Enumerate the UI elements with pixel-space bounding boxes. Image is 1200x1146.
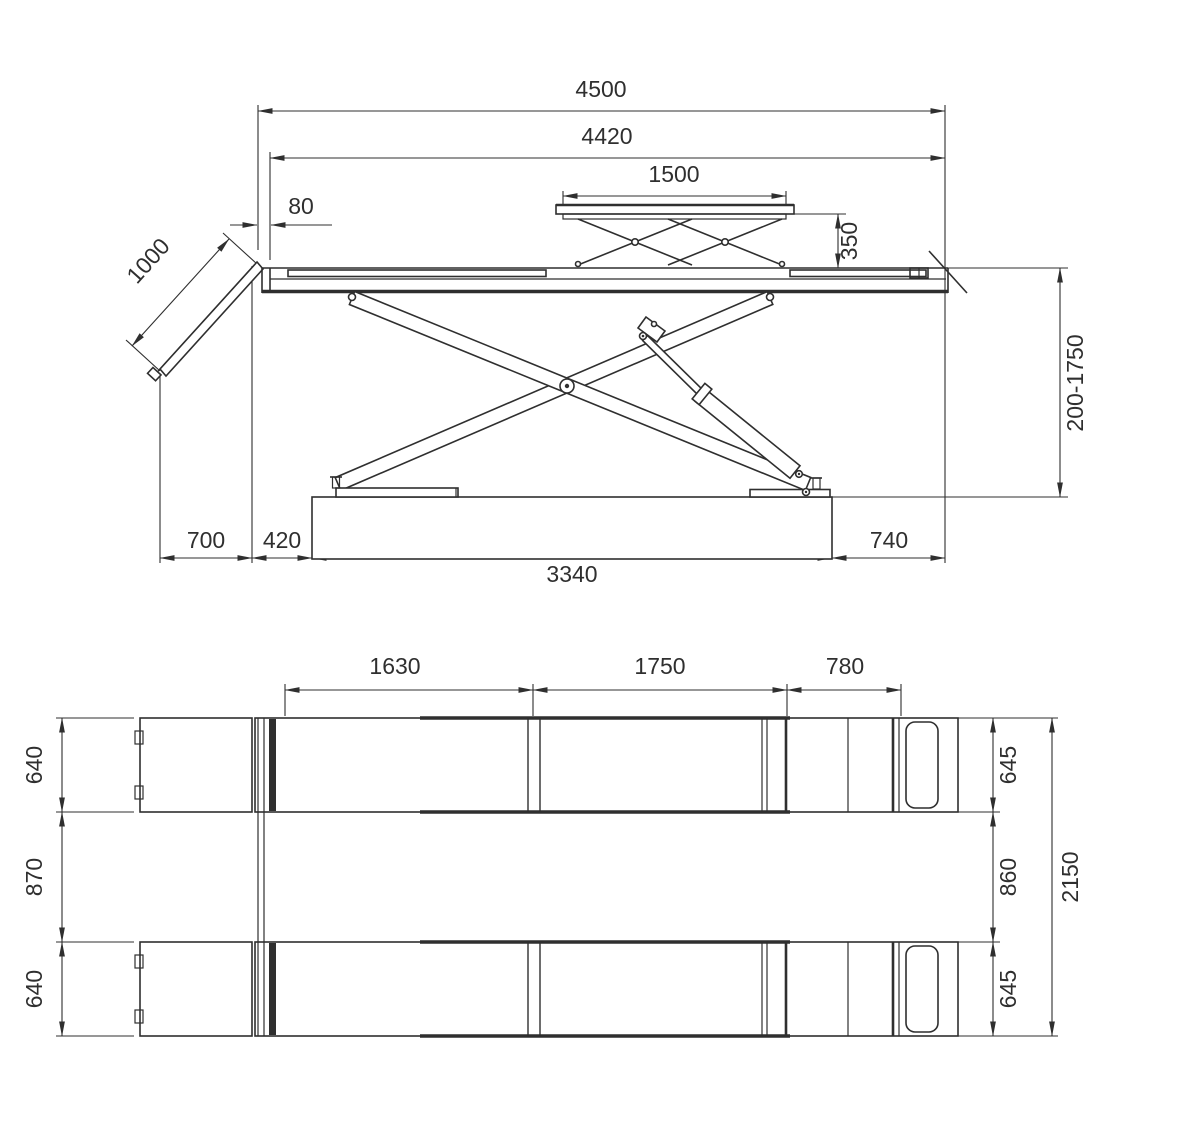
dim-ramp-horizontal-run: 700	[186, 527, 226, 553]
foot-plate-left	[336, 488, 458, 497]
dim-runway-width-bottom-left: 640	[21, 969, 47, 1009]
wheel-stop-pad	[906, 722, 938, 808]
foot-plate-right	[750, 490, 830, 498]
dim-center-gap-left: 870	[21, 857, 47, 897]
dim-segment-middle: 1750	[634, 653, 686, 679]
dim-overall-length: 4500	[575, 76, 627, 102]
scissor-mechanism	[330, 292, 830, 498]
dim-runway-width-top-left: 640	[21, 745, 47, 785]
dim-base-frame-length: 3340	[546, 561, 598, 587]
dim-jack-lift-height: 350	[836, 221, 862, 261]
dim-ramp-length: 1000	[121, 232, 175, 289]
side-dimension-lines	[132, 111, 1060, 558]
dim-edge-offset: 80	[288, 193, 314, 219]
dim-base-front-setback: 420	[262, 527, 302, 553]
dim-center-gap-right: 860	[995, 857, 1021, 897]
jack-platform	[556, 205, 794, 214]
drive-on-ramp-side	[148, 262, 263, 381]
end-bar	[269, 943, 276, 1035]
side-extension-lines	[126, 105, 1068, 563]
dim-overall-width: 2150	[1057, 851, 1083, 903]
scissor-arm-front	[349, 292, 810, 491]
dim-lifting-height-range: 200-1750	[1062, 334, 1088, 432]
end-bar	[269, 719, 276, 811]
dim-platform-length: 4420	[581, 123, 633, 149]
plan-view	[21, 653, 1083, 1036]
dim-runway-width-top-right: 645	[995, 745, 1021, 785]
approach-ramp-plan	[140, 718, 252, 812]
dim-segment-rear: 780	[825, 653, 865, 679]
wheel-free-jack	[556, 205, 794, 267]
base-frame	[312, 497, 832, 559]
tread-plate-front	[288, 270, 546, 277]
limit-switch-right	[813, 478, 820, 489]
dim-jack-platform-length: 1500	[648, 161, 700, 187]
side-view	[121, 76, 1088, 587]
dim-base-rear-offset: 740	[869, 527, 909, 553]
dim-runway-width-bottom-right: 645	[995, 969, 1021, 1009]
front-crossmember	[258, 718, 264, 1036]
tread-plate-rear	[790, 270, 926, 277]
approach-ramp-plan	[140, 942, 252, 1036]
wheel-stop-pad	[906, 946, 938, 1032]
dim-segment-front: 1630	[369, 653, 421, 679]
